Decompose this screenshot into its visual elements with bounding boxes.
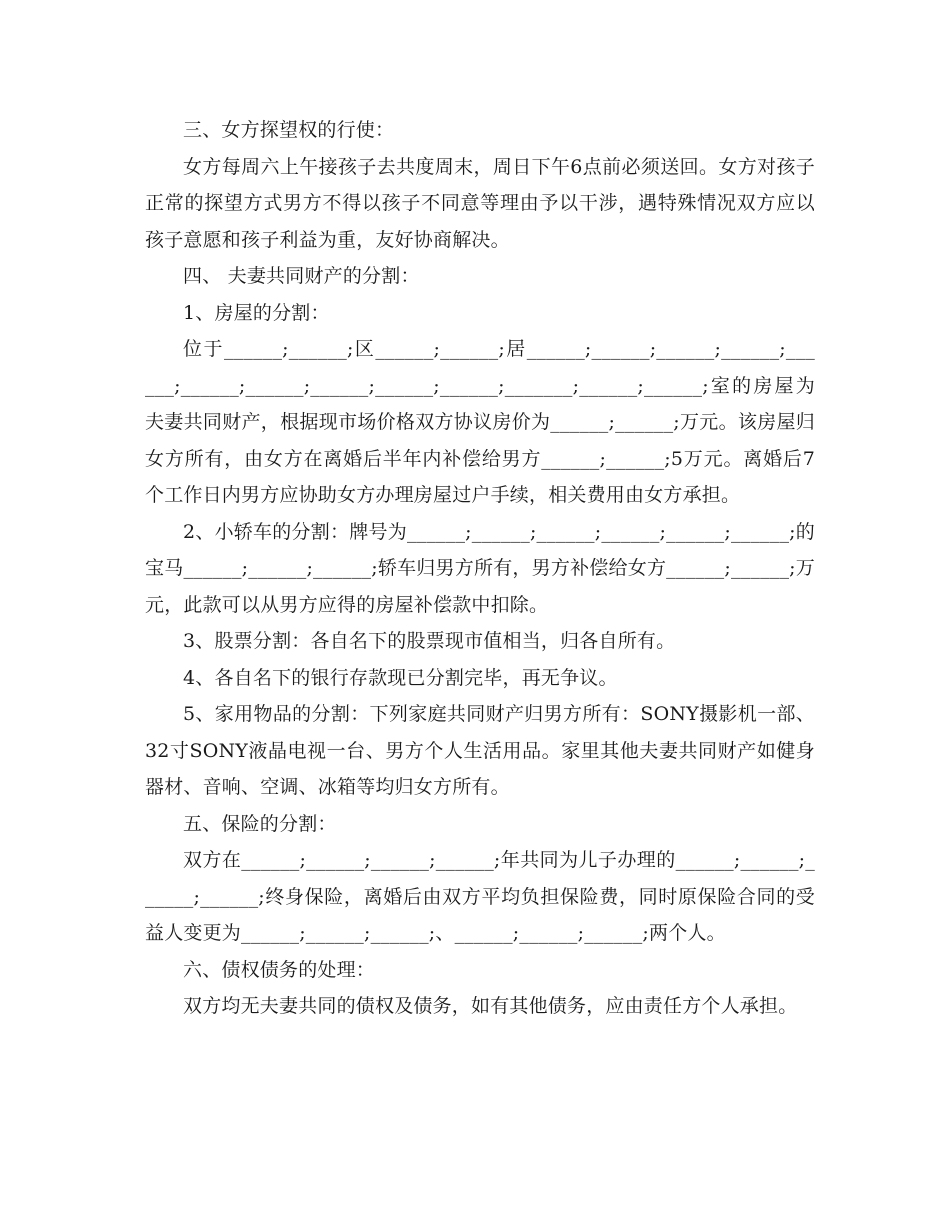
section-heading-debts: 六、债权债务的处理： [183,958,376,981]
debts-paragraph: 双方均无夫妻共同的债权及债务，如有其他债务，应由责任方个人承担。 [183,995,798,1017]
insurance-paragraph: 双方在______;______;______;______;年共同为儿子办理的______;______;______;______;终身保险，离婚后由双方平均负担保险费，同时原保险合同的受益人变更为______;______;______;、______;______;______;两个人。 [145,849,815,944]
visitation-paragraph: 女方每周六上午接孩子去共度周末，周日下午6点前必须送回。女方对孩子正常的探望方式男方不得以孩子不同意等理由予以干涉，遇特殊情况双方应以孩子意愿和孩子利益为重，友好协商解决。 [145,155,815,251]
section-heading-property: 四、 夫妻共同财产的分割： [183,265,420,287]
house-paragraph: 位于______;______;区______;______;居______;______;______;______;______;______;______;______;______;______;_______;______;______;室的房屋为夫妻共同财产，根据现市场价格双方协议房价为______;______;万元。该房屋归女方所有，由女方在离婚后半年内补偿给男方______;______;5万元。离婚后7个工作日内男方应协助女方办理房屋过户手续，相关费用由女方承担。 [145,338,815,506]
stock-paragraph: 3、股票分割：各自名下的股票现市值相当，归各自所有。 [183,630,676,652]
bank-deposit-paragraph: 4、各自名下的银行存款现已分割完毕，再无争议。 [183,666,618,689]
household-items-paragraph: 5、家用物品的分割：下列家庭共同财产归男方所有：SONY摄影机一部、32寸SONY液晶电视一台、男方个人生活用品。家里其他夫妻共同财产如健身器材、音响、空调、冰箱等均归女方所有。 [145,703,815,798]
document-body [145,112,815,1025]
subheading-house: 1、房屋的分割： [183,301,330,324]
car-paragraph: 2、小轿车的分割：牌号为______;______;______;______;______;______;的宝马______;______;______;轿车归男方所有，男方补偿给女方______;______;万元，此款可以从男方应得的房屋补偿款中扣除。 [145,520,815,616]
section-heading-visitation: 三、女方探望权的行使： [183,119,395,141]
section-heading-insurance: 五、保险的分割： [183,812,337,835]
